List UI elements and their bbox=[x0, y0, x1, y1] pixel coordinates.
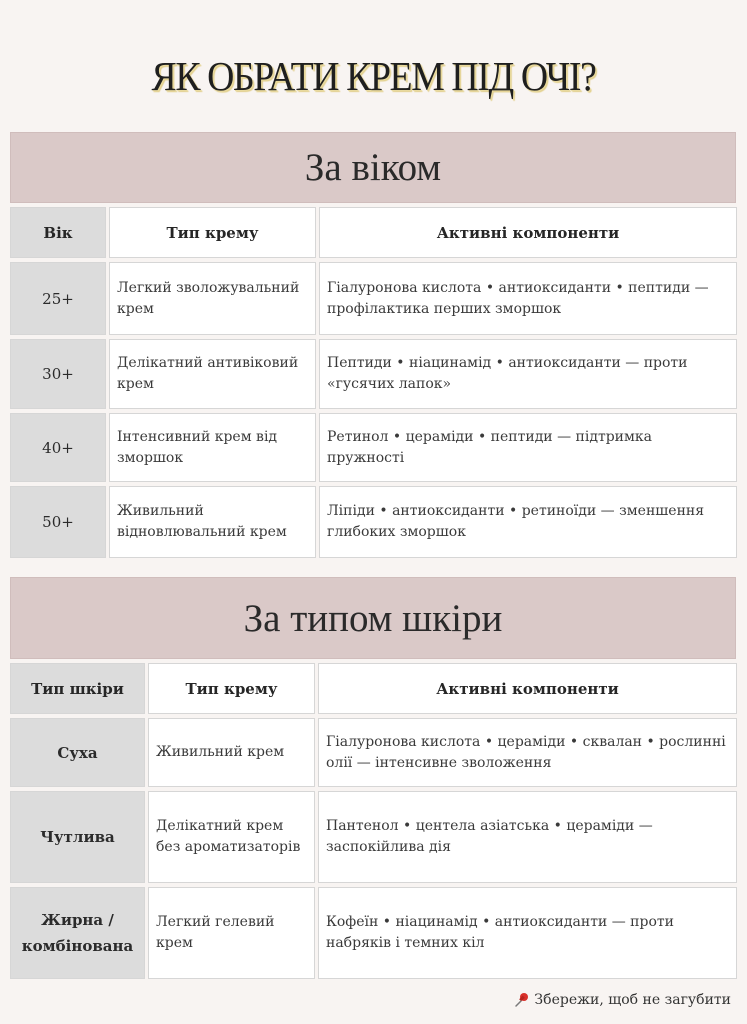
active-components: Ліпіди • антиоксиданти • ретиноїди — зменшення глибоких зморшок bbox=[319, 486, 737, 558]
column-header-actives: Активні компоненти bbox=[319, 207, 737, 258]
cream-type: Живильний крем bbox=[148, 718, 315, 787]
cream-type: Легкий гелевий крем bbox=[148, 887, 315, 979]
page-title: ЯК ОБРАТИ КРЕМ ПІД ОЧІ? bbox=[151, 53, 596, 99]
cream-type: Легкий зволожувальний крем bbox=[109, 262, 316, 335]
section-heading-age: За віком bbox=[10, 132, 736, 203]
skin-type-key: Жирна / комбінована bbox=[10, 887, 145, 979]
column-header-cream-type: Тип крему bbox=[148, 663, 315, 714]
column-header-cream-type: Тип крему bbox=[109, 207, 316, 258]
active-components: Гіалуронова кислота • цераміди • сквалан • рослинні олії — інтенсивне зволоження bbox=[318, 718, 737, 787]
active-components: Кофеїн • ніацинамід • антиоксиданти — проти набряків і темних кіл bbox=[318, 887, 737, 979]
column-header-actives: Активні компоненти bbox=[318, 663, 737, 714]
cream-type: Делікатний антивіковий крем bbox=[109, 339, 316, 409]
cream-type: Делікатний крем без ароматизаторів bbox=[148, 791, 315, 883]
footer-note bbox=[514, 992, 731, 1008]
active-components: Пептиди • ніацинамід • антиоксиданти — проти «гусячих лапок» bbox=[319, 339, 737, 409]
section-heading-skin-type: За типом шкіри bbox=[10, 577, 736, 659]
active-components: Гіалуронова кислота • антиоксиданти • пептиди — профілактика перших зморшок bbox=[319, 262, 737, 335]
footer-text: Збережи, щоб не загубити bbox=[534, 992, 731, 1008]
cream-type: Живильний відновлювальний крем bbox=[109, 486, 316, 558]
active-components: Пантенол • центела азіатська • цераміди — заспокійлива дія bbox=[318, 791, 737, 883]
column-header-age: Вік bbox=[10, 207, 106, 258]
column-header-skin-type: Тип шкіри bbox=[10, 663, 145, 714]
skin-type-key: Суха bbox=[10, 718, 145, 787]
active-components: Ретинол • цераміди • пептиди — підтримка пружності bbox=[319, 413, 737, 482]
pushpin-icon bbox=[514, 992, 530, 1008]
skin-type-key: Чутлива bbox=[10, 791, 145, 883]
age-key: 40+ bbox=[10, 413, 106, 482]
age-key: 50+ bbox=[10, 486, 106, 558]
age-key: 25+ bbox=[10, 262, 106, 335]
cream-type: Інтенсивний крем від зморшок bbox=[109, 413, 316, 482]
age-key: 30+ bbox=[10, 339, 106, 409]
